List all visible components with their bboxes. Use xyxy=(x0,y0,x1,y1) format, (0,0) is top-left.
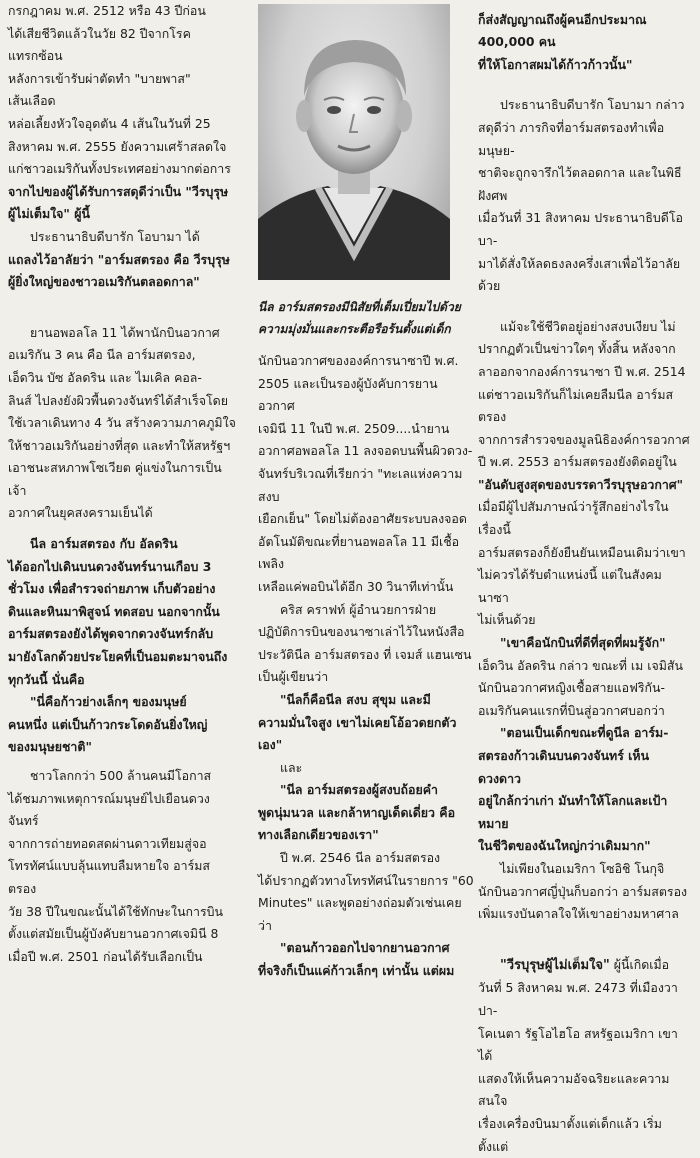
text-line: วันที่ 5 สิงหาคม พ.ศ. 2473 ที่เมืองวาปา- xyxy=(478,980,678,1018)
text-line: ชาติจะถูกจารึกไว้ตลอดกาล และในพิธีฝังศพ xyxy=(478,165,682,203)
text-line: เจมินี 11 ในปี พ.ศ. 2509....นำยาน xyxy=(258,420,450,436)
text-line: กรกฎาคม พ.ศ. 2512 หรือ 43 ปีก่อน xyxy=(8,3,206,18)
text-line: สิงหาคม พ.ศ. 2555 ยังความเศร้าสลดใจ xyxy=(8,138,227,154)
text-line: สตรองก้าวเดินบนดวงจันทร์ เห็นดวงดาว xyxy=(478,748,650,786)
text-line: จากไปของผู้ได้รับการสดุดีว่าเป็น "วีรบุรุษ xyxy=(8,183,229,199)
text-line: ทางเลือกเดียวของเรา" xyxy=(258,827,379,843)
text-line: "ตอนก้าวออกไปจากยานอวกาศ xyxy=(280,940,450,956)
column-left xyxy=(8,0,236,968)
text-line: จากการสำรวจของมูลนิธิองค์การอวกาศ xyxy=(478,431,690,447)
text-line: ยานอพอลโล 11 ได้พานักบินอวกาศ xyxy=(30,324,220,340)
text-line: เอ็ดวิน บัซ อัลดริน และ ไมเคิล คอล- xyxy=(8,369,202,385)
text-line: ลาออกจากองค์การนาซา ปี พ.ศ. 2514 xyxy=(478,363,686,379)
quote-armstrong xyxy=(258,937,474,982)
text-line: เอ็ดวิน อัลดริน กล่าว ขณะที่ เม เจมิสัน xyxy=(478,657,683,673)
text-line: ที่ให้โอกาสผมได้ก้าวก้าวนั้น" xyxy=(478,56,633,72)
paragraph-noguchi xyxy=(478,858,692,926)
text-line: โทรทัศน์แบบลุ้นแทบลืมหายใจ อาร์มสตรอง xyxy=(8,858,210,896)
text-line: ไม่ควรได้รับตำแหน่งนี้ แต่ในสังคมนาซา xyxy=(478,567,662,605)
text-line: ผู้นี้เกิดเมื่อ xyxy=(613,956,670,972)
text-line: นักบินอวกาศขององค์การนาซาปี พ.ศ. xyxy=(258,353,459,368)
text-line: นักบินอวกาศญี่ปุ่นก็บอกว่า อาร์มสตรอง xyxy=(478,883,688,899)
paragraph-world-audience xyxy=(8,765,236,968)
text-line: ทุกวันนี้ นั่นคือ xyxy=(8,671,85,687)
text-line: ดินและหินมาพิสูจน์ ทดสอบ นอกจากนั้น xyxy=(8,603,220,619)
text-line: อาร์มสตรองก็ยังยืนยันเหมือนเดิมว่าเขา xyxy=(478,544,686,560)
text-line: จากการถ่ายทอดสดผ่านดาวเทียมสู่จอ xyxy=(8,835,207,851)
text-line: อยู่ใกล้กว่าเก่า มันทำให้โลกและเป้าหมาย xyxy=(478,793,668,831)
text-line: อวกาศในยุคสงครามเย็นได้ xyxy=(8,505,153,521)
text-line: มายังโลกด้วยประโยคที่เป็นอมตะมาจนถึง xyxy=(8,649,228,665)
text-line: ใช้เวลาเดินทาง 4 วัน สร้างความภาคภูมิใจ xyxy=(8,415,236,431)
text-line: "นีล อาร์มสตรองผู้สงบถ้อยคำ xyxy=(280,782,438,798)
caption-line: นีล อาร์มสตรองมีนิสัยที่เต็มเปี่ยมไปด้วย xyxy=(258,300,461,314)
text-line: "ตอนเป็นเด็กขณะที่ดูนีล อาร์ม- xyxy=(500,725,669,741)
text-line: ก็ส่งสัญญาณถึงผู้คนอีกประมาณ 400,000 คน xyxy=(478,11,647,50)
text-line: ปรากฏตัวเป็นข่าวใดๆ ทั้งสิ้น หลังจาก xyxy=(478,341,676,357)
text-line: เป็นผู้เขียนว่า xyxy=(258,669,329,685)
text-line: "นี่คือก้าวย่างเล็กๆ ของมนุษย์ xyxy=(30,694,187,710)
column-middle xyxy=(258,350,474,983)
quote-kraft-1 xyxy=(258,689,474,757)
text-line: ปี พ.ศ. 2546 นีล อาร์มสตรอง xyxy=(280,850,441,866)
paragraph-continued xyxy=(478,0,692,76)
text-line: เหลือแค่พอบินได้อีก 30 วินาทีเท่านั้น xyxy=(258,578,454,594)
caption-line: ความมุ่งมั่นและกระตือรือร้นตั้งแต่เด็ก xyxy=(258,322,451,336)
portrait-photo xyxy=(258,4,450,280)
text-line: ความมั่นใจสูง เขาไม่เคยโอ้อวดยกตัวเอง" xyxy=(258,714,457,753)
text-line: อวกาศอพอลโล 11 ลงจอดบนพื้นผิวดวง- xyxy=(258,443,473,459)
text-line: หล่อเลี้ยงหัวใจอุดตัน 4 เส้นในวันที่ 25 xyxy=(8,115,211,131)
text-line: เอาชนะสหภาพโซเวียต คู่แข่งในการเป็นเจ้า xyxy=(8,460,222,498)
paragraph-apollo xyxy=(8,322,236,525)
text-line: ที่จริงก็เป็นแค่ก้าวเล็กๆ เท่านั้น แต่ผม xyxy=(258,963,455,979)
text-line: เมื่อปี พ.ศ. 2501 ก่อนได้รับเลือกเป็น xyxy=(8,948,203,964)
text-line: อัตโนมัติขณะที่ยานอพอลโล 11 มีเชื้อเพลิง xyxy=(258,533,460,572)
text-line: เมื่อมีผู้ไปสัมภาษณ์ว่ารู้สึกอย่างไรในเรื่องนี้ xyxy=(478,499,669,538)
text-line: แสดงให้เห็นความอัจฉริยะและความสนใจ xyxy=(478,1070,670,1109)
text-line: ได้ออกไปเดินบนดวงจันทร์นานเกือบ 3 xyxy=(8,558,212,574)
quote-aldrin xyxy=(478,632,692,722)
text-line: พูดนุ่มนวล และกล้าหาญเด็ดเดี่ยว คือ xyxy=(258,804,456,820)
text-line: เรื่องเครื่องบินมาตั้งแต่เด็กแล้ว เริ่มตั้งแต่ xyxy=(478,1115,662,1154)
column-right xyxy=(478,0,692,1158)
text-line: ประธานาธิบดีบารัก โอบามา กล่าว xyxy=(500,97,685,113)
text-line: เยือกเย็น" โดยไม่ต้องอาศัยระบบลงจอด xyxy=(258,511,467,527)
paragraph-intro xyxy=(8,0,236,226)
text-line: แถลงไว้อาลัยว่า "อาร์มสตรอง คือ วีรบุรุษ xyxy=(8,251,230,267)
paragraph-gemini xyxy=(258,350,474,599)
text-line: และ xyxy=(280,759,303,775)
quote-jemison xyxy=(478,722,692,858)
paragraph-reluctant-hero xyxy=(478,954,692,1158)
text-line: อเมริกันคนแรกที่บินสู่อวกาศบอกว่า xyxy=(478,702,665,718)
text-line: มาได้สั่งให้ลดธงลงครึ่งเสาเพื่อไว้อาลัยด้วย xyxy=(478,255,681,294)
text-line: หลังการเข้ารับผ่าตัดทำ "บายพาส" เส้นเลือด xyxy=(8,70,191,109)
paragraph-kraft xyxy=(258,599,474,689)
text-line: ประธานาธิบดีบารัก โอบามา ได้ xyxy=(30,228,200,244)
text-line: "อันดับสูงสุดของบรรดาวีรบุรุษอวกาศ" xyxy=(478,476,684,492)
text-line: ประวัตินีล อาร์มสตรอง ที่ เจมส์ แฮนเซน xyxy=(258,646,472,662)
text-line: อเมริกัน 3 คน คือ นีล อาร์มสตรอง, xyxy=(8,347,196,363)
text-line: แก่ชาวอเมริกันทั้งประเทศอย่างมากต่อการ xyxy=(8,161,231,177)
text-line: Minutes" และพูดอย่างถ่อมตัวเช่นเคยว่า xyxy=(258,895,462,933)
text-line: แม้จะใช้ชีวิตอยู่อย่างสงบเงียบ ไม่ xyxy=(500,318,676,334)
text-line: เพิ่มแรงบันดาลใจให้เขาอย่างมหาศาล xyxy=(478,906,679,922)
text-line: ชั่วโมง เพื่อสำรวจถ่ายภาพ เก็บตัวอย่าง xyxy=(8,581,216,597)
text-line: ตั้งแต่สมัยเป็นผู้บังคับยานอวกาศเจมินี 8 xyxy=(8,926,219,942)
text-line: วัย 38 ปีในขณะนั้นได้ใช้ทักษะในการบิน xyxy=(8,903,224,919)
text-line: ลินส์ ไปลงยังผิวพื้นดวงจันทร์ได้สำเร็จโดย xyxy=(8,392,228,408)
paragraph-60-minutes xyxy=(258,847,474,937)
text-line: ได้ชมภาพเหตุการณ์มนุษย์ไปเยือนดวงจันทร์ xyxy=(8,790,210,829)
text-line: ชาวโลกกว่า 500 ล้านคนมีโอกาส xyxy=(30,768,212,783)
text-line: ให้ชาวอเมริกันอย่างที่สุด และทำให้สหรัฐฯ xyxy=(8,437,231,453)
text-line: อาร์มสตรองยังได้พูดจากดวงจันทร์กลับ xyxy=(8,626,214,642)
text-line: ได้ปรากฏตัวทางโทรทัศน์ในรายการ "60 xyxy=(258,872,474,888)
paragraph-quiet-life xyxy=(478,316,692,632)
paragraph-obama-tribute xyxy=(8,226,236,294)
text-line: นีล อาร์มสตรอง กับ อัลดริน xyxy=(30,536,178,552)
text-line: ปฏิบัติการบินของนาซาเล่าไว้ในหนังสือ xyxy=(258,624,465,640)
photo-caption xyxy=(258,296,474,340)
text-line: สดุดีว่า ภารกิจที่อาร์มสตรองทำเพื่อมนุษย- xyxy=(478,119,665,158)
text-line: ปี พ.ศ. 2553 อาร์มสตรองยังติดอยู่ใน xyxy=(478,454,677,470)
text-line: 2505 และเป็นรองผู้บังคับการยานอวกาศ xyxy=(258,375,438,414)
text-line: ผู้ยิ่งใหญ่ของชาวอเมริกันตลอดกาล" xyxy=(8,274,200,290)
text-line: ผู้ไม่เต็มใจ" ผู้นี้ xyxy=(8,206,90,222)
text-line: นักบินอวกาศหญิงเชื้อสายแอฟริกัน- xyxy=(478,680,665,696)
quote-famous-words xyxy=(8,691,236,759)
text-line: คนหนึ่ง แต่เป็นก้าวกระโดดอันยิ่งใหญ่ xyxy=(8,716,208,732)
quote-kraft-2 xyxy=(258,779,474,847)
text-line: ในชีวิตของฉันใหญ่กว่าเดิมมาก" xyxy=(478,838,651,854)
paragraph-obama-eulogy xyxy=(478,94,692,297)
text-line: "นีลก็คือนีล สงบ สุขุม และมี xyxy=(280,691,431,707)
text-line: ได้เสียชีวิตแล้วในวัย 82 ปีจากโรคแทรกซ้อน xyxy=(8,25,191,64)
text-line: จันทร์บริเวณที่เรียกว่า "ทะเลแห่งความสงบ xyxy=(258,465,463,504)
text-line: โคเนตา รัฐโอไฮโอ สหรัฐอเมริกา เขาได้ xyxy=(478,1025,678,1064)
text-line: แต่ชาวอเมริกันก็ไม่เคยลืมนีล อาร์มสตรอง xyxy=(478,386,674,425)
section-heading: "วีรบุรุษผู้ไม่เต็มใจ" xyxy=(500,957,610,973)
text-line: "เขาคือนักบินที่ดีที่สุดที่ผมรู้จัก" xyxy=(500,635,666,651)
text-line: เมื่อวันที่ 31 สิงหาคม ประธานาธิบดีโอบา- xyxy=(478,210,683,248)
boy-portrait-icon xyxy=(258,4,450,280)
text-line: ของมนุษยชาติ" xyxy=(8,739,92,755)
text-line: ไม่เห็นด้วย xyxy=(478,612,536,628)
text-line: คริส คราฟท์ ผู้อำนวยการฝ่าย xyxy=(280,601,437,617)
text-line: ไม่เพียงในอเมริกา โซอิชิ โนกุจิ xyxy=(500,860,665,876)
paragraph-moonwalk xyxy=(8,533,236,691)
